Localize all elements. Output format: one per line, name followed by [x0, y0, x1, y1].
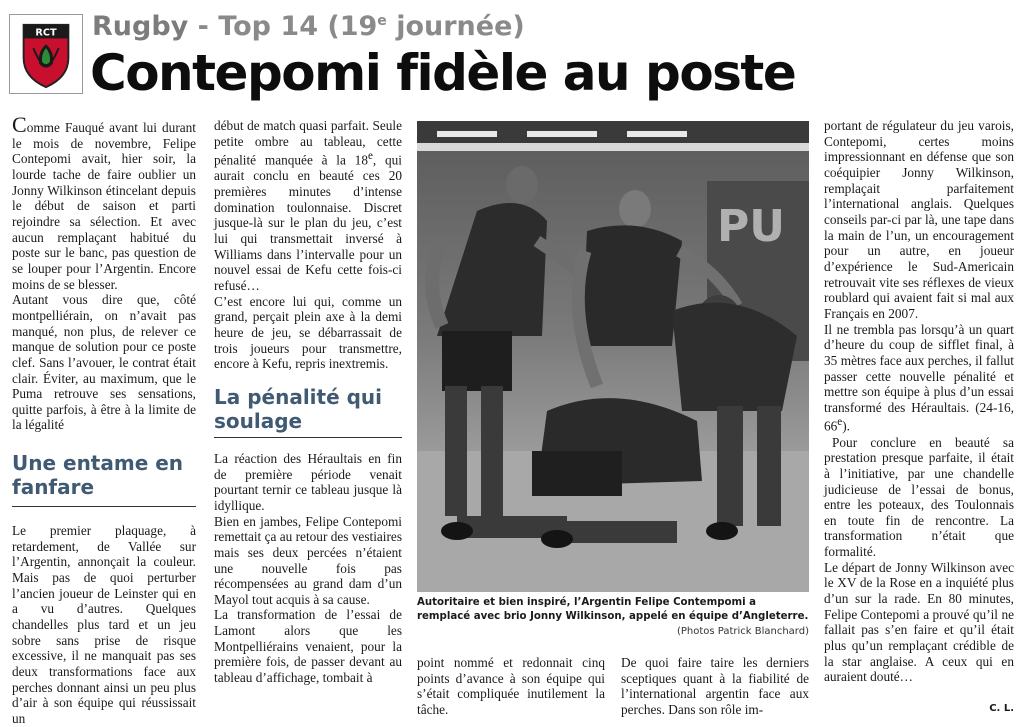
paragraph-text: ). [842, 418, 850, 434]
competition-label-end: journée) [386, 11, 525, 42]
club-logo [9, 14, 83, 94]
paragraph: C’est encore lui qui, comme un grand, perçait plein axe à la demi heure de jeu, se débarrassait de trois joueurs pour transmettre, encore à Kefu, repris inextremis. [214, 293, 402, 372]
paragraph: Le premier plaquage, à retardement, de Vallée sur l’Argentin, annonçait la couleur. Mais pas de quoi perturber l’ancien joueur de Leinster qui en a vu d’autres. Quelques chandelles plus tard et un jeu sobre sans prise de risque excessive, il ne manquait pas ses deux transformations face aux perches donnant ainsi un peu plus d’air à son équipe qui réussissait un [12, 523, 196, 726]
drop-cap: C [12, 112, 27, 137]
author-signature: C. L. [989, 703, 1014, 714]
paragraph-text: , qui aurait conclu en beauté ces 20 premières minutes d’intense domination toulonnaise. Discret jusque-là sur le plan du jeu, c’est lui qui transmettait inversé à Williams dans l’intervalle pour un nouvel essai de Kefu cette fois-ci refusé… [214, 152, 402, 293]
competition-label: Top 14 (19 [218, 11, 378, 42]
shield-icon [10, 15, 82, 93]
paragraph [824, 322, 1014, 435]
photo-caption: Autoritaire et bien inspiré, l’Argentin Felipe Contempomi a remplacé avec brio Jonny Wilkinson, appelé en équipe d’Angleterre. [417, 597, 809, 622]
kicker-separator: - [188, 11, 219, 42]
paragraph: Le départ de Jonny Wilkinson avec le XV de la Rose en a inquiété plus d’un sur la rade. En 80 minutes, Felipe Contepomi a prouvé qu’il ne fallait pas s’en faire et qu’il était plus qu’un remplaçant crédible de la star anglaise. A ceux qui en auraient douté… [824, 559, 1014, 685]
match-photo [417, 121, 809, 592]
sport-label: Rugby [92, 11, 189, 42]
paragraph: point nommé et redonnait cinq points d’avance à son équipe qui s’était compliquée inutilement la tâche. [417, 655, 605, 717]
article-column-5 [824, 118, 1014, 708]
article-column-2 [214, 118, 402, 686]
paragraph [12, 112, 196, 292]
ordinal-sup: e [377, 13, 387, 29]
paragraph: portant de régulateur du jeu varois, Contepomi, certes moins impressionnant en défense que son coéquipier Jonny Wilkinson, remplaçait parfaitement l’international anglais. Quelques conseils par-ci par là, une tape dans la main de l’un, un encouragement pour un autre, en joueur d’expérience le Sud-Americain retrouvait vite ses réflexes de vieux roublard qui avaient fait si mal aux Français en 2007. [824, 118, 1014, 321]
logo-text: RCT [35, 27, 57, 39]
paragraph: Autant vous dire que, côté montpelliérain, on n’avait pas manqué, non plus, de relever ce manque de solution pour ce poste clef. Sans l’avouer, le contrat était clair. Éviter, au maximum, que le Puma retrouve ses sensations, quitte parfois, à être à la limite de la légalité [12, 292, 196, 433]
paragraph-text: début de match quasi parfait. Seule petite ombre au tableau, cette pénalité manquée à la 18 [214, 118, 402, 168]
photo-credit: (Photos Patrick Blanchard) [676, 626, 809, 637]
article-column-4 [621, 655, 809, 721]
players-photo-illustration [417, 121, 809, 592]
paragraph-text: omme Fauqué avant lui durant le mois de novembre, Felipe Contepomi avait, hier soir, la lourde tache de faire oublier un Jonny Wilkinson étincelant depuis le début de saison et parti rejoindre sa sélection. Et avec aucun remplaçant habitué du poste sur le banc, pas question de se louper pour l’Argentin. Encore moins de se blesser. [12, 120, 196, 292]
headline: Contepomi fidèle au poste [90, 44, 796, 102]
article-column-3 [417, 655, 605, 721]
article-column-1 [12, 112, 196, 726]
section-kicker [92, 3, 525, 45]
ordinal-sup: e [367, 150, 373, 163]
ordinal-sup: e [837, 416, 843, 429]
paragraph: De quoi faire taire les derniers sceptiques quant à la fiabilité de l’international argentin face aux perches. Dans son rôle im- [621, 655, 809, 717]
paragraph-text: Il ne trembla pas lorsqu’à un quart d’heure du coup de sifflet final, à 35 mètres face aux perches, il fallut passer cette nouvelle pénalité et mettre son équipe à plus d’un essai transformé des Héraultais. (24-16, 66 [824, 321, 1014, 434]
paragraph: Bien en jambes, Felipe Contepomi remettait ça au retour des vestiaires mais ses deux percées n’étaient une nouvelle fois pas récompensées au grand dam d’un Mayol tout acquis à sa cause. [214, 513, 402, 607]
paragraph [214, 118, 402, 294]
paragraph: La réaction des Héraultais en fin de première période venait pourtant ternir ce tableau jusque là idyllique. [214, 450, 402, 513]
subheading: Une entame en fanfare [12, 451, 196, 507]
stadium-banner-text: PU [717, 201, 785, 252]
paragraph: La transformation de l’essai de Lamont alors que les Montpelliérains venaient, pour la première fois, de passer devant au tableau d’affichage, tombait à [214, 607, 402, 686]
paragraph: Pour conclure en beauté sa prestation presque parfaite, il était à l’initiative, par une chandelle judicieuse de l’essai de bonus, entre les poteaux, des Toulonnais en toute fin de rencontre. La transformation n’était que formalité. [824, 434, 1014, 560]
subheading: La pénalité qui soulage [214, 385, 402, 438]
